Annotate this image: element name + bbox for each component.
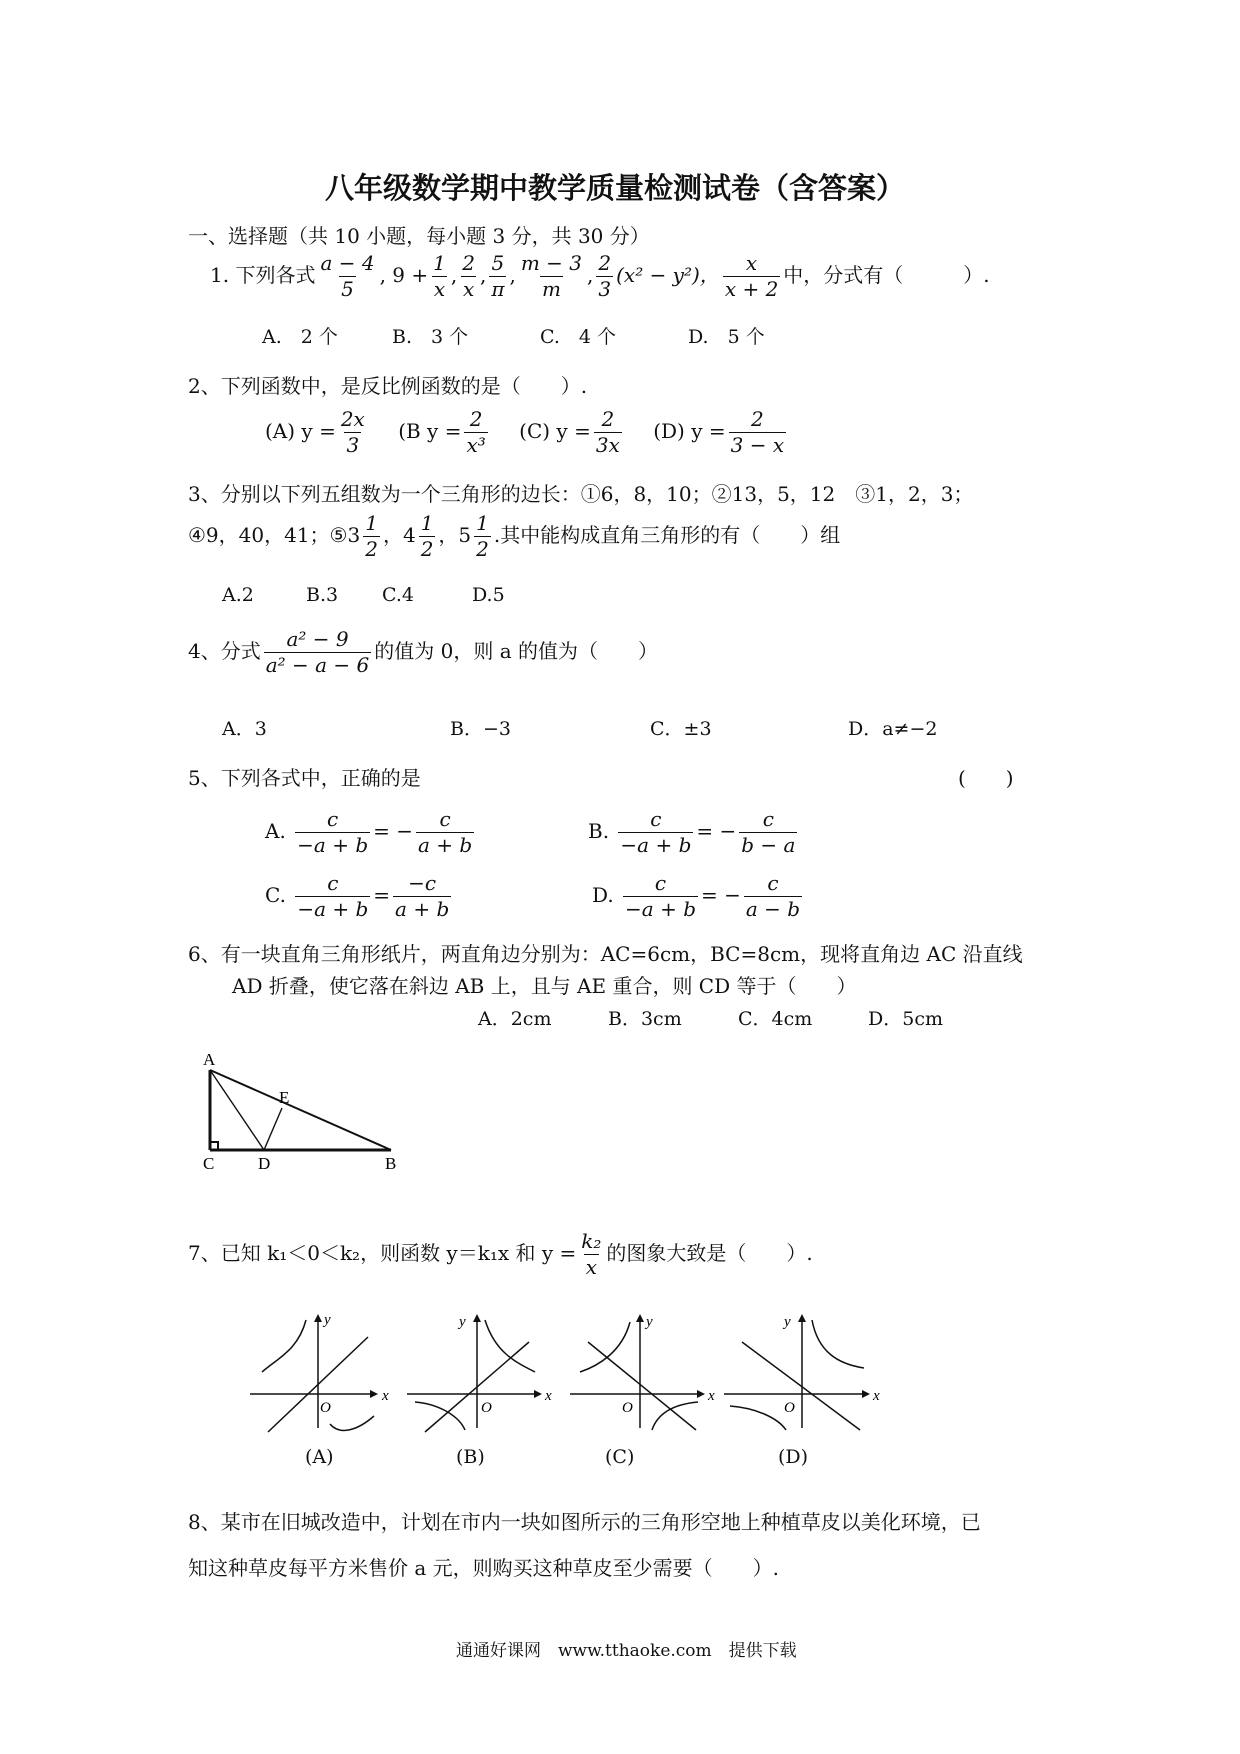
label-d: D (258, 1154, 271, 1173)
q5-option-d (592, 872, 805, 921)
q4-fraction: $\frac{\text{a² − 9}}{\text{a² − a − 6}}$ (265, 627, 370, 677)
y-label: y (784, 1314, 791, 1330)
origin-label: O (784, 1400, 795, 1416)
q3-option-b: B.3 (306, 584, 339, 606)
q2-option-c-fraction: $\frac{2}{3x}$ (595, 407, 620, 457)
q1-fraction-7: $\frac{x}{x + 2}$ (724, 251, 779, 301)
q6-option-d: D．5cm (868, 1008, 943, 1030)
q3-question: .其中能构成直角三角形的有（ ）组 (493, 523, 841, 547)
q6-option-a: A．2cm (478, 1008, 552, 1030)
graph-d (722, 1312, 884, 1432)
label-a: A (203, 1050, 216, 1069)
q3-groups: ④9，40，41；⑤3 (188, 523, 361, 547)
hyperbola-branch (330, 1416, 374, 1430)
q1-suffix: 中，分式有（ ）. (783, 263, 990, 287)
q5-option-c-left: $\frac{c}{-a + b}$ (297, 871, 369, 921)
q4-suffix: 的值为 0，则 a 的值为（ ） (374, 639, 659, 663)
q1-fraction-6: $\frac{2}{3}$ (598, 251, 612, 301)
x-label: x (873, 1388, 880, 1404)
hyperbola-branch (415, 1402, 465, 1430)
q7-suffix: 的图象大致是（ ）. (606, 1241, 813, 1265)
q2-option-a-fraction: $\frac{2x}{3}$ (340, 407, 365, 457)
q2-option-b-label: (B y = (398, 419, 462, 443)
q3-whole-3: ，5 (438, 523, 472, 547)
q4-option-a: A．3 (222, 718, 267, 740)
q1-fraction-1: $\frac{a - 4}{5}$ (320, 251, 375, 301)
q5-option-d-op: = − (701, 883, 741, 907)
y-label: y (324, 1312, 331, 1328)
q6-line-2: AD 折叠，使它落在斜边 AB 上，且与 AE 重合，则 CD 等于（ ） (232, 974, 857, 998)
q1-fraction-3: $\frac{2}{x}$ (462, 251, 475, 301)
q1-term-2: (x² − y²)， (616, 263, 720, 287)
y-label: y (646, 1314, 653, 1330)
q5-option-d-right: $\frac{c}{a - b}$ (745, 871, 801, 921)
question-5: 5、下列各式中，正确的是 (188, 766, 421, 790)
q2-option-c-label: (C) y = (519, 419, 591, 443)
q5-option-a-right: $\frac{c}{a + b}$ (418, 807, 473, 857)
page-title: 八年级数学期中教学质量检测试卷（含答案） (325, 171, 906, 205)
q3-line-2 (188, 512, 840, 561)
x-label: x (708, 1388, 715, 1404)
q5-option-b-left: $\frac{c}{-a + b}$ (620, 807, 692, 857)
q5-answer-paren: ( ) (958, 766, 1014, 790)
label-b: B (385, 1154, 397, 1173)
label-c: C (203, 1154, 215, 1173)
origin-label: O (320, 1400, 331, 1416)
hyperbola-branch (730, 1406, 786, 1430)
question-1: 1. 下列各式 $\frac{a - 4}{5}$ , 9 + $\frac{1}{x}$ , $\frac{2}{x}$ , $\frac{5}{\pi}$ , $\frac{m - 3}{m}$ , $\frac{2}{3}$ (x² − y²)， $\frac{x}{x + 2}$ 中，分式有（ ）. (210, 251, 990, 301)
q3-whole-2: ，4 (382, 523, 416, 547)
q3-line-1: 3、分别以下列五组数为一个三角形的边长：①6，8，10；②13，5，12 ③1，2，3； (188, 482, 974, 506)
q5-option-d-label: D. (592, 883, 614, 907)
q1-option-d: D. 5 个 (688, 326, 765, 348)
q8-line-2: 知这种草皮每平方米售价 a 元，则购买这种草皮至少需要（ ）. (188, 1556, 779, 1580)
hyperbola-branch (262, 1320, 306, 1372)
q2-option-a-label: (A) y = (265, 419, 336, 443)
q3-mixed-fraction-3: $\frac{1}{2}$ (476, 511, 489, 561)
origin-label: O (481, 1400, 492, 1416)
segment-de (264, 1108, 282, 1150)
x-label: x (545, 1388, 552, 1404)
hyperbola-branch (485, 1320, 535, 1372)
label-e: E (279, 1088, 290, 1107)
q1-prefix: 1. 下列各式 (210, 263, 316, 287)
q5-option-b-op: = − (696, 819, 737, 843)
q3-option-c: C.4 (382, 584, 414, 606)
q6-line-1: 6、有一块直角三角形纸片，两直角边分别为：AC=6cm，BC=8cm，现将直角边 AC 沿直线 (188, 942, 1023, 966)
q5-option-d-left: $\frac{c}{-a + b}$ (625, 871, 697, 921)
question-2: 2、下列函数中，是反比例函数的是（ ）. (188, 374, 588, 398)
question-4 (188, 628, 658, 677)
x-label: x (382, 1388, 389, 1404)
question-7 (188, 1230, 813, 1279)
triangle-diagram (195, 1045, 415, 1173)
q2-option-d-fraction: $\frac{2}{3 - x}$ (730, 407, 785, 457)
q5-option-b-right: $\frac{c}{b - a}$ (741, 807, 796, 857)
q7-fraction: $\frac{\text{k₂}}{x}$ (581, 1229, 602, 1279)
q4-option-c: C．±3 (650, 718, 712, 740)
graph-c-label: (C) (605, 1446, 635, 1468)
line-y-kx (588, 1342, 696, 1430)
graph-b-label: (B) (456, 1446, 485, 1468)
q3-mixed-fraction-1: $\frac{1}{2}$ (365, 511, 378, 561)
q4-option-b: B．−3 (450, 718, 511, 740)
graph-a-label: (A) (305, 1446, 334, 1468)
graph-a (248, 1312, 388, 1432)
graph-b (405, 1312, 555, 1432)
q5-option-c-right: $\frac{-c}{a + b}$ (395, 871, 450, 921)
q2-option-d-label: (D) y = (653, 419, 726, 443)
q1-fraction-5: $\frac{m - 3}{m}$ (520, 251, 583, 301)
q1-fraction-4: $\frac{5}{\pi}$ (491, 251, 505, 301)
y-label: y (459, 1314, 466, 1330)
q4-option-d: D．a≠−2 (848, 718, 938, 740)
q1-option-b: B. 3 个 (392, 326, 469, 348)
section-heading: 一、选择题（共 10 小题，每小题 3 分，共 30 分） (188, 224, 650, 248)
q5-option-b (588, 808, 800, 857)
q1-option-c: C. 4 个 (540, 326, 617, 348)
q3-option-d: D.5 (472, 584, 505, 606)
q1-fraction-2: $\frac{1}{x}$ (433, 251, 446, 301)
q6-option-c: C．4cm (738, 1008, 813, 1030)
footer-credit: 通通好课网 www.tthaoke.com 提供下载 (456, 1641, 797, 1661)
q6-option-b: B．3cm (608, 1008, 682, 1030)
graph-c (568, 1312, 718, 1432)
q8-line-1: 8、某市在旧城改造中，计划在市内一块如图所示的三角形空地上种植草皮以美化环境，已 (188, 1510, 981, 1534)
q3-option-a: A.2 (222, 584, 254, 606)
q1-option-a: A. 2 个 (262, 326, 338, 348)
q4-prefix: 4、分式 (188, 639, 261, 663)
q2-option-b-fraction: $\frac{2}{\text{x³}}$ (466, 407, 486, 457)
q5-option-c-label: C. (265, 883, 286, 907)
q3-mixed-fraction-2: $\frac{1}{2}$ (420, 511, 434, 561)
hyperbola-branch (812, 1320, 864, 1368)
q5-option-a-left: $\frac{c}{-a + b}$ (297, 807, 369, 857)
q5-option-a-label: A. (265, 819, 286, 843)
q7-prefix: 7、已知 k₁＜0＜k₂，则函数 y＝k₁x 和 y = (188, 1241, 577, 1265)
q1-term: , 9 + (379, 263, 429, 287)
q5-option-c (265, 872, 454, 921)
line-y-kx (742, 1342, 860, 1430)
graph-d-label: (D) (778, 1446, 809, 1468)
origin-label: O (622, 1400, 633, 1416)
hyperbola-branch (580, 1322, 630, 1372)
q5-option-a-op: = − (373, 819, 414, 843)
q5-option-a (265, 808, 477, 857)
q2-options (265, 408, 789, 457)
q5-option-b-label: B. (588, 819, 610, 843)
q5-option-c-op: = (373, 883, 391, 907)
